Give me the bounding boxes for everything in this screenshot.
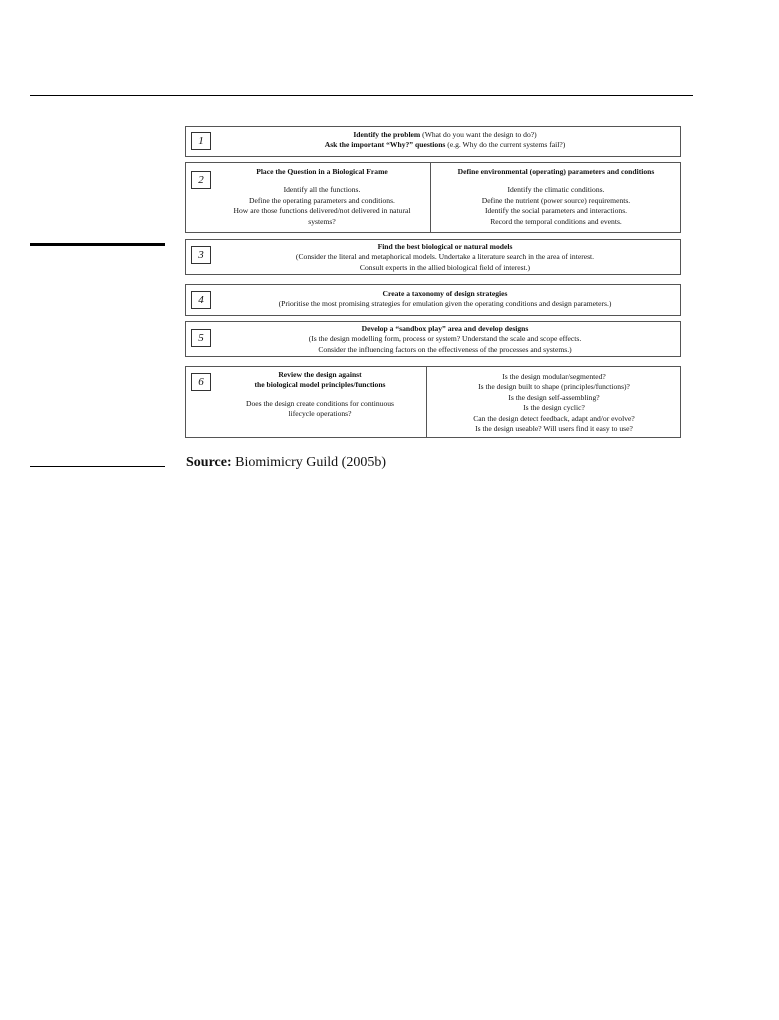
step-3-panel xyxy=(185,239,681,275)
column-line: Is the design modular/segmented? xyxy=(502,372,606,381)
column-line: Does the design create conditions for continuous xyxy=(245,398,395,408)
step-subtitle: Ask the important “Why?” questions xyxy=(324,140,446,150)
step-6-panel xyxy=(185,366,681,438)
step-2-panel xyxy=(185,162,681,233)
step-number: 5 xyxy=(191,329,211,347)
step-line: (Prioritise the most promising strategies for emulation given the operating conditions and design parameters.) xyxy=(278,299,612,309)
step-title-note: (What do you want the design to do?) xyxy=(420,130,537,139)
margin-rule-thick xyxy=(30,243,165,246)
design-process-diagram xyxy=(184,118,684,470)
column-title: the biological model principles/functions xyxy=(254,380,386,390)
column-line: Can the design detect feedback, adapt and/or evolve? xyxy=(473,413,635,423)
step-line: Consider the influencing factors on the effectiveness of the processes and systems.) xyxy=(318,344,572,354)
column-line: systems? xyxy=(308,216,336,226)
step-6-right-column xyxy=(428,367,680,437)
header-rule xyxy=(30,95,693,96)
step-2-right-column xyxy=(432,163,680,232)
column-line: Is the design self-assembling? xyxy=(508,392,600,402)
step-number: 2 xyxy=(191,171,211,189)
column-title: Place the Question in a Biological Frame xyxy=(256,167,388,176)
step-number: 1 xyxy=(191,132,211,150)
source-label: Source: xyxy=(186,455,232,470)
column-line: Identify all the functions. xyxy=(283,185,361,195)
step-2-left-column xyxy=(214,163,430,232)
step-1-text xyxy=(214,130,676,151)
step-number: 3 xyxy=(191,246,211,264)
step-line: (Consider the literal and metaphorical models. Undertake a literature search in the area of interest. xyxy=(295,252,595,262)
column-title: Review the design against xyxy=(278,370,362,379)
step-4-panel xyxy=(185,284,681,316)
column-line: Define the operating parameters and conditions. xyxy=(249,195,395,205)
step-line: (Is the design modelling form, process or system? Understand the scale and scope effects. xyxy=(308,334,582,344)
column-title: Define environmental (operating) parameters and conditions xyxy=(457,167,655,176)
column-line: How are those functions delivered/not delivered in natural xyxy=(233,206,411,216)
column-line: Is the design cyclic? xyxy=(523,403,585,413)
step-number: 4 xyxy=(191,291,211,309)
column-line: lifecycle operations? xyxy=(288,409,352,419)
column-line: Identify the climatic conditions. xyxy=(507,185,605,195)
column-line: Identify the social parameters and interactions. xyxy=(484,206,628,216)
source-caption xyxy=(186,455,386,471)
step-4-text xyxy=(214,289,676,310)
column-line: Record the temporal conditions and events. xyxy=(490,216,622,226)
step-title: Create a taxonomy of design strategies xyxy=(382,289,508,298)
step-title: Identify the problem xyxy=(353,130,421,139)
source-text: Biomimicry Guild (2005b) xyxy=(231,455,387,470)
step-3-text xyxy=(214,242,676,273)
step-number: 6 xyxy=(191,373,211,391)
margin-rule-source xyxy=(30,466,165,467)
step-5-panel xyxy=(185,321,681,357)
step-line: Consult experts in the allied biological field of interest.) xyxy=(359,262,531,272)
step-title: Find the best biological or natural models xyxy=(377,242,513,251)
step-6-left-column xyxy=(214,367,426,437)
step-subtitle-note: (e.g. Why do the current systems fail?) xyxy=(445,140,566,150)
step-1-panel xyxy=(185,126,681,157)
column-line: Is the design built to shape (principles/functions)? xyxy=(478,382,630,392)
step-5-text xyxy=(214,324,676,355)
column-line: Is the design useable? Will users find it easy to use? xyxy=(475,424,633,434)
column-divider xyxy=(430,163,431,232)
column-line: Define the nutrient (power source) requirements. xyxy=(481,195,631,205)
column-divider xyxy=(426,367,427,437)
step-title: Develop a “sandbox play” area and develop designs xyxy=(361,324,529,333)
